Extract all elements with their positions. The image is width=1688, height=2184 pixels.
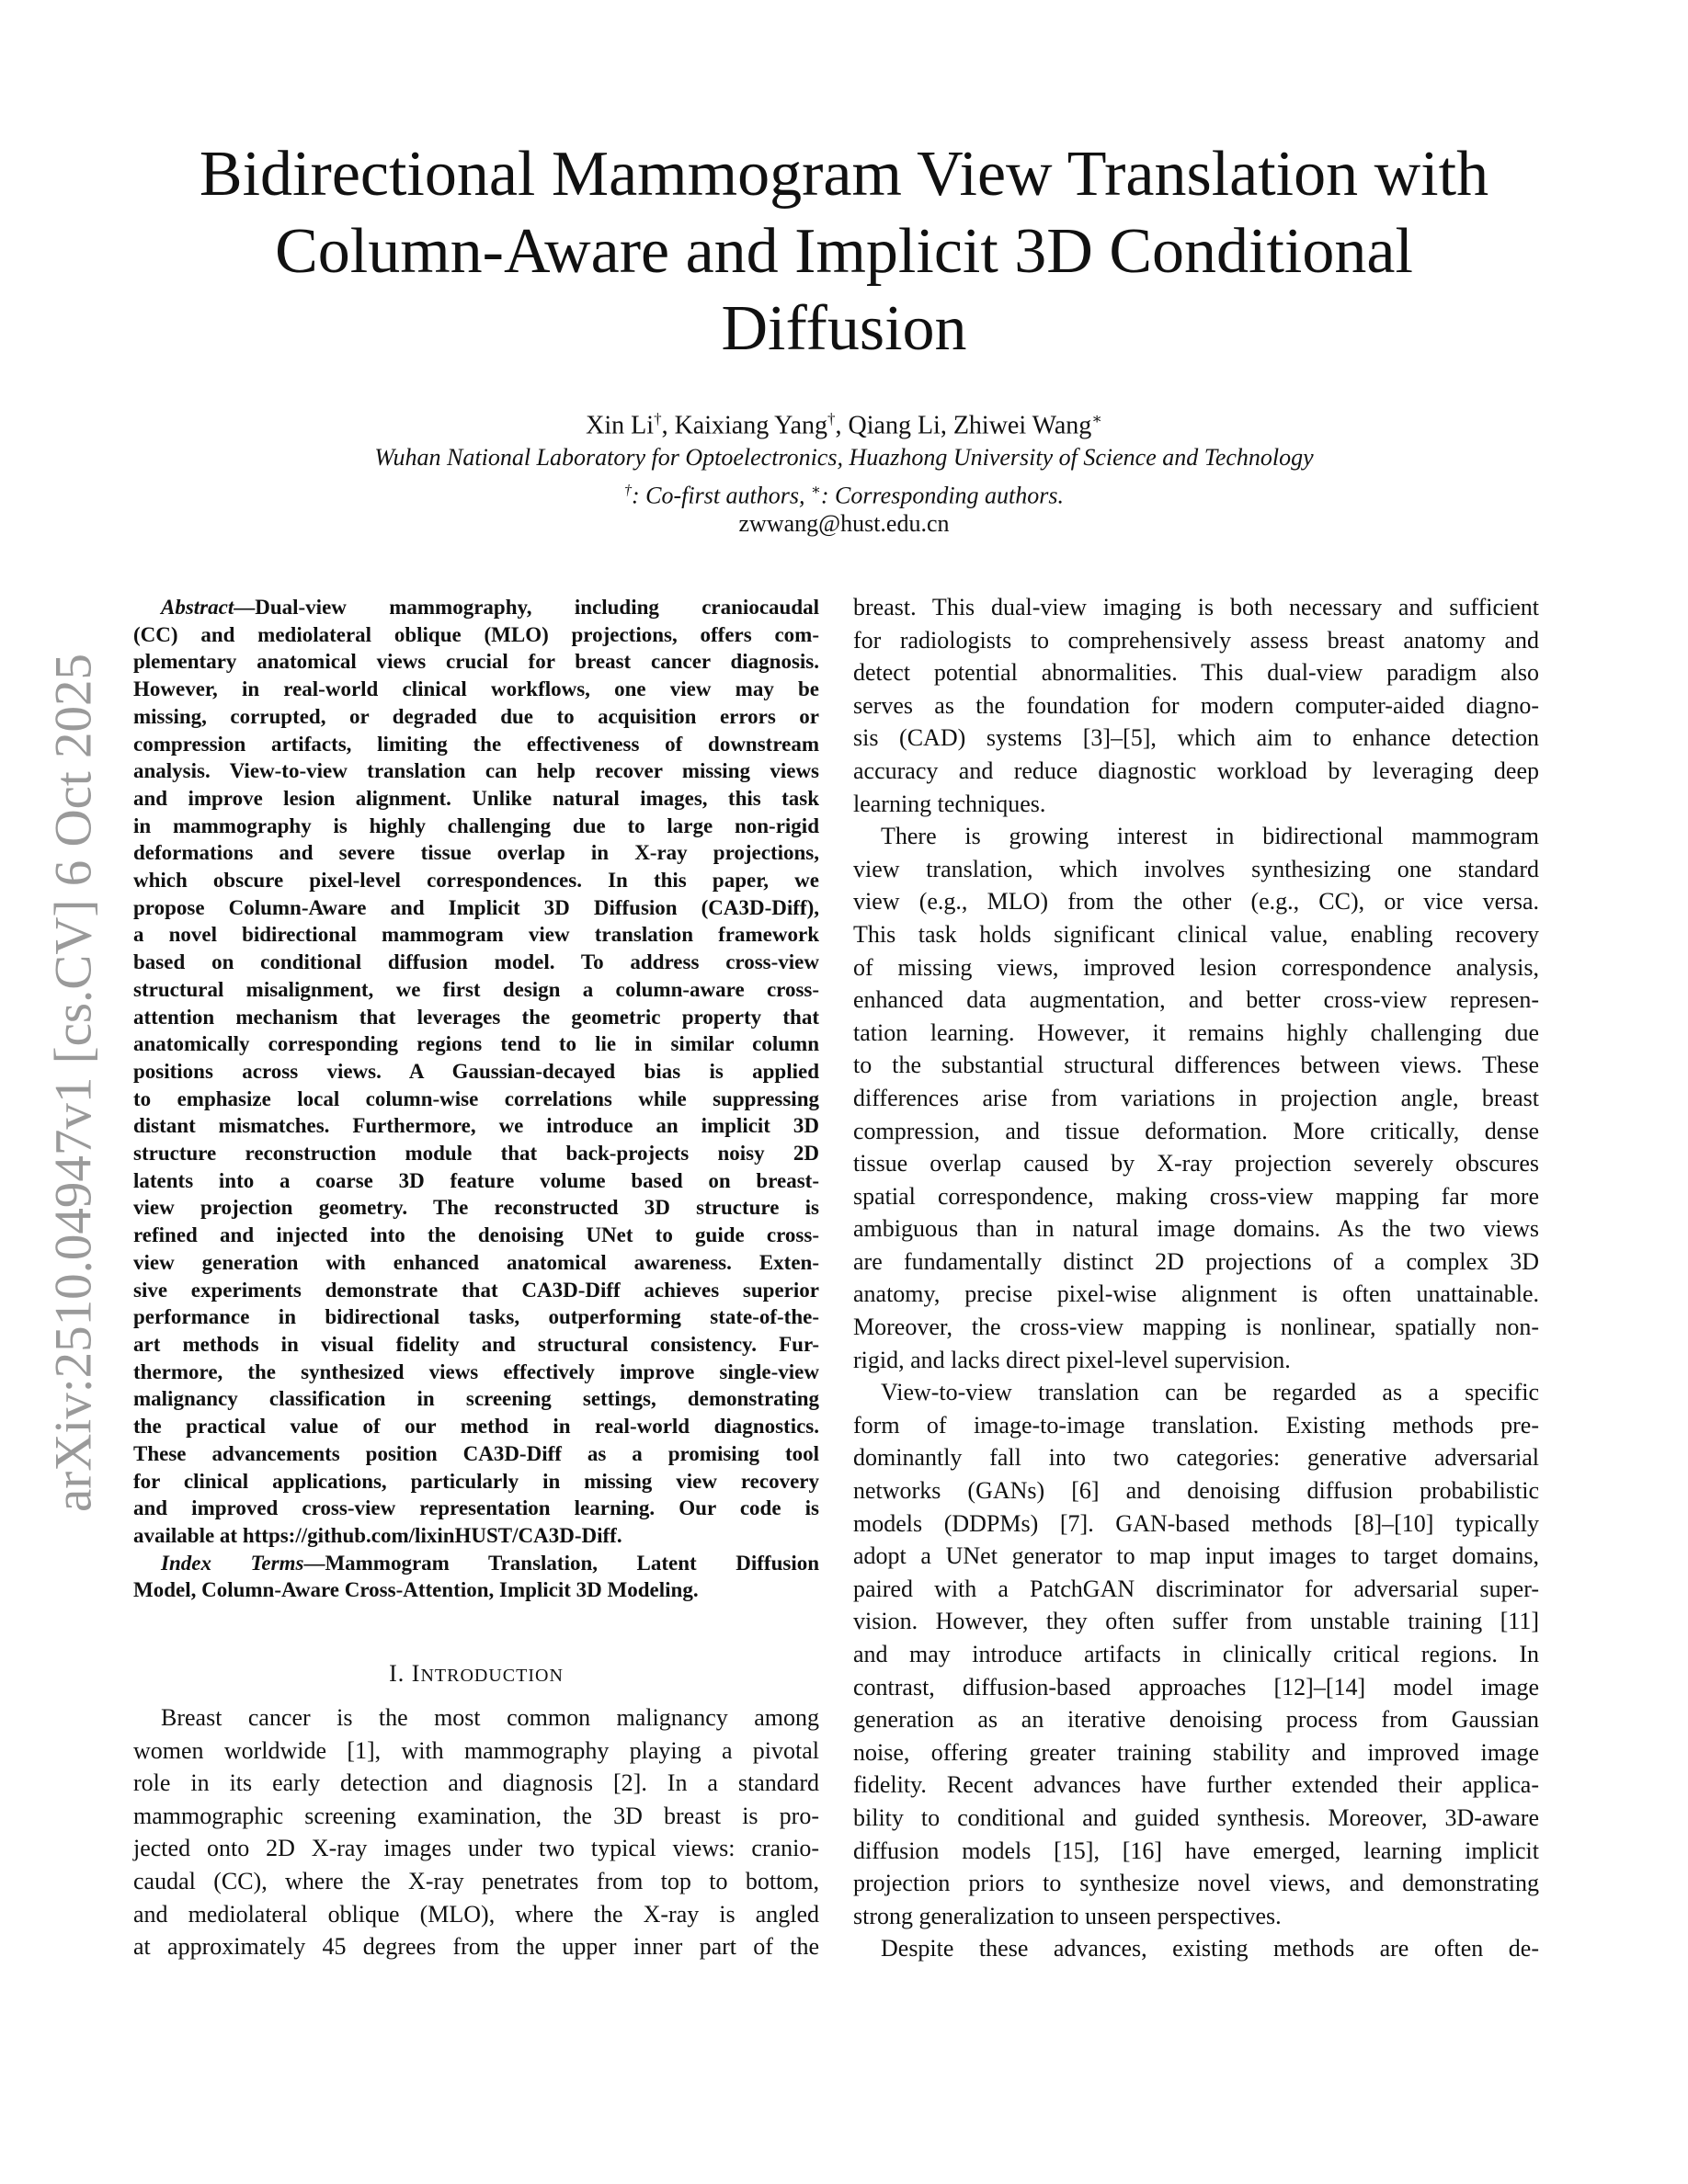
abstract-text: available at https://github.com/lixinHUST/CA3D-Diff. — [133, 1523, 622, 1547]
abstract-text: for clinical applications, particularly in missing view recovery — [133, 1469, 819, 1493]
abstract-text: view generation with enhanced anatomical awareness. Exten- — [133, 1250, 819, 1274]
abstract-line — [133, 594, 819, 621]
abstract-line — [133, 1030, 819, 1058]
abstract-line — [133, 1522, 819, 1550]
author-name: Qiang Li — [848, 411, 941, 440]
text-line: for radiologists to comprehensively assess breast anatomy and — [853, 626, 1539, 654]
abstract-line — [133, 1495, 819, 1522]
paragraph — [853, 1932, 1539, 1965]
abstract-text: (CC) and mediolateral oblique (MLO) projections, offers com- — [133, 622, 819, 646]
abstract-line — [133, 894, 819, 922]
abstract-line — [133, 1277, 819, 1304]
footnote-text: : Corresponding authors. — [820, 482, 1065, 509]
abstract-text: malignancy classification in screening settings, demonstrating — [133, 1387, 819, 1411]
footnote-text: : Co-first authors, — [631, 482, 812, 509]
text-line: diffusion models [15], [16] have emerged, learning implicit — [853, 1837, 1539, 1864]
abstract-line — [133, 1058, 819, 1086]
abstract-line — [133, 1440, 819, 1468]
index_terms-text: —Mammogram Translation, Latent Diffusion — [303, 1551, 820, 1575]
abstract-text: and improved cross-view representation learning. Our code is — [133, 1496, 819, 1520]
author-mark: ∗ — [1091, 410, 1102, 427]
abstract-line — [133, 1331, 819, 1359]
index_terms-text: Model, Column-Aware Cross-Attention, Implicit 3D Modeling. — [133, 1578, 699, 1602]
contact-email[interactable]: zwwang@hust.edu.cn — [738, 510, 950, 537]
asterisk-mark: ∗ — [811, 483, 821, 498]
abstract-line — [133, 867, 819, 894]
paragraph — [853, 1376, 1539, 1932]
dagger-mark: † — [623, 483, 632, 498]
text-line: view translation, which involves synthesizing one standard — [853, 855, 1539, 882]
text-line: to the substantial structural differences between views. These — [853, 1052, 1539, 1079]
text-line: vision. However, they often suffer from unstable training [11] — [853, 1608, 1539, 1635]
abstract-line — [133, 785, 819, 813]
text-line: strong generalization to unseen perspectives. — [853, 1902, 1282, 1929]
text-line: networks (GANs) [6] and denoising diffusion probabilistic — [853, 1477, 1539, 1505]
abstract-line — [133, 1167, 819, 1195]
section-title-rest: NTRODUCTION — [420, 1666, 564, 1686]
author-mark: † — [827, 410, 836, 427]
abstract-text: attention mechanism that leverages the geometric property that — [133, 1005, 819, 1029]
author-name: Xin Li — [586, 411, 655, 440]
text-line: compression, and tissue deformation. More critically, dense — [853, 1117, 1539, 1144]
index_terms-line — [133, 1550, 819, 1577]
text-line: fidelity. Recent advances have further extended their applica- — [853, 1771, 1539, 1799]
abstract-text: deformations and severe tissue overlap in X-ray projections, — [133, 841, 819, 865]
abstract-text: plementary anatomical views crucial for breast cancer diagnosis. — [133, 650, 819, 674]
text-line: accuracy and reduce diagnostic workload by leveraging deep — [853, 756, 1539, 784]
abstract-text: sive experiments demonstrate that CA3D-Diff achieves superior — [133, 1278, 819, 1302]
abstract-line — [133, 1222, 819, 1249]
abstract-text: structural misalignment, we first design a column-aware cross- — [133, 977, 819, 1001]
text-line: sis (CAD) systems [3]–[5], which aim to enhance detection — [853, 724, 1539, 752]
title-line: Diffusion — [721, 293, 967, 364]
text-line: tissue overlap caused by X-ray projection severely obscures — [853, 1150, 1539, 1177]
text-line: paired with a PatchGAN discriminator for adversarial super- — [853, 1575, 1539, 1602]
title-line: Bidirectional Mammogram View Translation with — [199, 139, 1489, 210]
abstract-text: —Dual-view mammography, including craniocaudal — [234, 596, 819, 619]
text-line: projection priors to synthesize novel views, and demonstrating — [853, 1870, 1539, 1897]
text-line: role in its early detection and diagnosis [2]. In a standard — [133, 1769, 819, 1797]
text-line: tation learning. However, it remains highly challenging due — [853, 1018, 1539, 1046]
author-name: Kaixiang Yang — [674, 411, 828, 440]
abstract-text: These advancements position CA3D-Diff as a promising tool — [133, 1441, 819, 1465]
abstract-line — [133, 648, 819, 676]
text-line: view (e.g., MLO) from the other (e.g., CC), or vice versa. — [853, 888, 1539, 916]
abstract-text: and improve lesion alignment. Unlike natural images, this task — [133, 786, 819, 810]
text-line: bility to conditional and guided synthesis. Moreover, 3D-aware — [853, 1803, 1539, 1831]
text-line: serves as the foundation for modern computer-aided diagno- — [853, 691, 1539, 719]
text-line: View-to-view translation can be regarded as a specific — [881, 1379, 1539, 1406]
paper-title — [0, 136, 1688, 368]
abstract-text: missing, corrupted, or degraded due to acquisition errors or — [133, 704, 819, 728]
author-sep: , — [661, 411, 675, 440]
abstract-line — [133, 1112, 819, 1140]
abstract-text: the practical value of our method in real-world diagnostics. — [133, 1415, 819, 1439]
arxiv-side-stamp: arXiv:2510.04947v1 [cs.CV] 6 Oct 2025 — [44, 653, 103, 1513]
abstract-text: based on conditional diffusion model. To address cross-view — [133, 950, 819, 974]
text-line: women worldwide [1], with mammography playing a pivotal — [133, 1736, 819, 1764]
abstract-text: propose Column-Aware and Implicit 3D Diffusion (CA3D-Diff), — [133, 895, 819, 919]
text-line: Moreover, the cross-view mapping is nonlinear, spatially non- — [853, 1314, 1539, 1341]
abstract-text: to emphasize local column-wise correlations while suppressing — [133, 1086, 819, 1110]
abstract-line — [133, 1359, 819, 1386]
abstract-line — [133, 731, 819, 758]
text-line: dominantly fall into two categories: generative adversarial — [853, 1444, 1539, 1472]
abstract-text: distant mismatches. Furthermore, we introduce an implicit 3D — [133, 1114, 819, 1138]
text-line: This task holds significant clinical value, enabling recovery — [853, 920, 1539, 948]
abstract-text: anatomically corresponding regions tend to lie in similar column — [133, 1032, 819, 1056]
paragraph — [853, 820, 1539, 1376]
text-line: and mediolateral oblique (MLO), where the X-ray is angled — [133, 1900, 819, 1928]
abstract-text: positions across views. A Gaussian-decayed bias is applied — [133, 1059, 819, 1083]
text-line: learning techniques. — [853, 790, 1046, 817]
text-line: anatomy, precise pixel-wise alignment is often unattainable. — [853, 1280, 1539, 1308]
text-line: mammographic screening examination, the 3D breast is pro- — [133, 1802, 819, 1829]
abstract-line — [133, 703, 819, 731]
text-line: generation as an iterative denoising process from Gaussian — [853, 1706, 1539, 1734]
abstract-text: However, in real-world clinical workflows, one view may be — [133, 677, 819, 701]
abstract-line — [133, 1004, 819, 1031]
text-line: Breast cancer is the most common malignancy among — [161, 1704, 819, 1731]
text-line: Despite these advances, existing methods are often de- — [881, 1935, 1539, 1962]
text-line: There is growing interest in bidirectional mammogram — [881, 823, 1539, 850]
author-name: Zhiwei Wang — [952, 411, 1092, 440]
author-list — [0, 403, 1688, 442]
abstract-text: view projection geometry. The reconstructed 3D structure is — [133, 1196, 819, 1220]
text-line: ambiguous than in natural image domains. As the two views — [853, 1215, 1539, 1243]
author-sep: , — [940, 411, 953, 440]
abstract-text: art methods in visual fidelity and structural consistency. Fur- — [133, 1332, 819, 1356]
abstract-line — [133, 1249, 819, 1277]
section-heading-introduction — [133, 1660, 819, 1688]
text-line: caudal (CC), where the X-ray penetrates from top to bottom, — [133, 1867, 819, 1894]
text-line: differences arise from variations in projection angle, breast — [853, 1084, 1539, 1111]
abstract-text: refined and injected into the denoising UNet to guide cross- — [133, 1223, 819, 1247]
abstract-text: a novel bidirectional mammogram view translation framework — [133, 923, 819, 947]
text-line: and may introduce artifacts in clinically critical regions. In — [853, 1641, 1539, 1667]
author-sep: , — [835, 411, 849, 440]
abstract-line — [133, 1468, 819, 1496]
abstract-line — [133, 676, 819, 703]
text-line: spatial correspondence, making cross-view mapping far more — [853, 1182, 1539, 1210]
text-line: breast. This dual-view imaging is both necessary and sufficient — [853, 594, 1539, 620]
abstract-line — [133, 813, 819, 840]
text-line: are fundamentally distinct 2D projections of a complex 3D — [853, 1247, 1539, 1275]
abstract-line — [133, 1086, 819, 1113]
paragraph — [133, 1701, 819, 1963]
paragraph — [853, 591, 1539, 820]
abstract-text: thermore, the synthesized views effectively improve single-view — [133, 1359, 819, 1383]
index_terms-label: Index Terms — [161, 1551, 304, 1575]
abstract-line — [133, 1385, 819, 1413]
text-line: at approximately 45 degrees from the upper inner part of the — [133, 1933, 819, 1961]
text-line: noise, offering greater training stability and improved image — [853, 1738, 1539, 1766]
text-line: jected onto 2D X-ray images under two typical views: cranio- — [133, 1835, 819, 1862]
author-mark: † — [654, 410, 662, 427]
abstract-text: which obscure pixel-level correspondences. In this paper, we — [133, 869, 819, 893]
abstract-line — [133, 921, 819, 949]
abstract-line — [133, 1303, 819, 1331]
abstract-line — [133, 1140, 819, 1167]
abstract-line — [133, 839, 819, 867]
text-line: contrast, diffusion-based approaches [12]–[14] model image — [853, 1673, 1539, 1701]
abstract-text: analysis. View-to-view translation can help recover missing views — [133, 759, 819, 783]
text-line: of missing views, improved lesion correspondence analysis, — [853, 953, 1539, 981]
abstract-text: in mammography is highly challenging due to large non-rigid — [133, 813, 819, 837]
abstract-label: Abstract — [161, 596, 234, 619]
abstract-line — [133, 1194, 819, 1222]
index_terms-line — [133, 1576, 819, 1604]
intro-left-column — [133, 1701, 819, 1963]
text-line: rigid, and lacks direct pixel-level supervision. — [853, 1346, 1291, 1373]
text-line: form of image-to-image translation. Existing methods pre- — [853, 1411, 1539, 1439]
abstract-text: structure reconstruction module that back-projects noisy 2D — [133, 1142, 819, 1166]
abstract — [133, 594, 819, 1604]
abstract-line — [133, 1413, 819, 1440]
abstract-text: performance in bidirectional tasks, outperforming state-of-the- — [133, 1305, 819, 1329]
text-line: adopt a UNet generator to map input images to target domains, — [853, 1542, 1539, 1570]
abstract-text: compression artifacts, limiting the effectiveness of downstream — [133, 732, 819, 756]
title-line: Column-Aware and Implicit 3D Conditional — [275, 216, 1413, 287]
abstract-line — [133, 949, 819, 976]
section-number: I. — [389, 1660, 412, 1687]
abstract-line — [133, 757, 819, 785]
text-line: enhanced data augmentation, and better cross-view represen- — [853, 986, 1539, 1014]
intro-right-column — [853, 591, 1539, 1965]
text-line: models (DDPMs) [7]. GAN-based methods [8]–[10] typically — [853, 1509, 1539, 1537]
affiliation: Wuhan National Laboratory for Optoelectronics, Huazhong University of Science and Technology — [374, 444, 1314, 471]
section-title-initial: I — [411, 1660, 421, 1687]
abstract-line — [133, 976, 819, 1004]
text-line: detect potential abnormalities. This dual-view paradigm also — [853, 659, 1539, 687]
abstract-line — [133, 621, 819, 649]
abstract-text: latents into a coarse 3D feature volume based on breast- — [133, 1168, 819, 1192]
